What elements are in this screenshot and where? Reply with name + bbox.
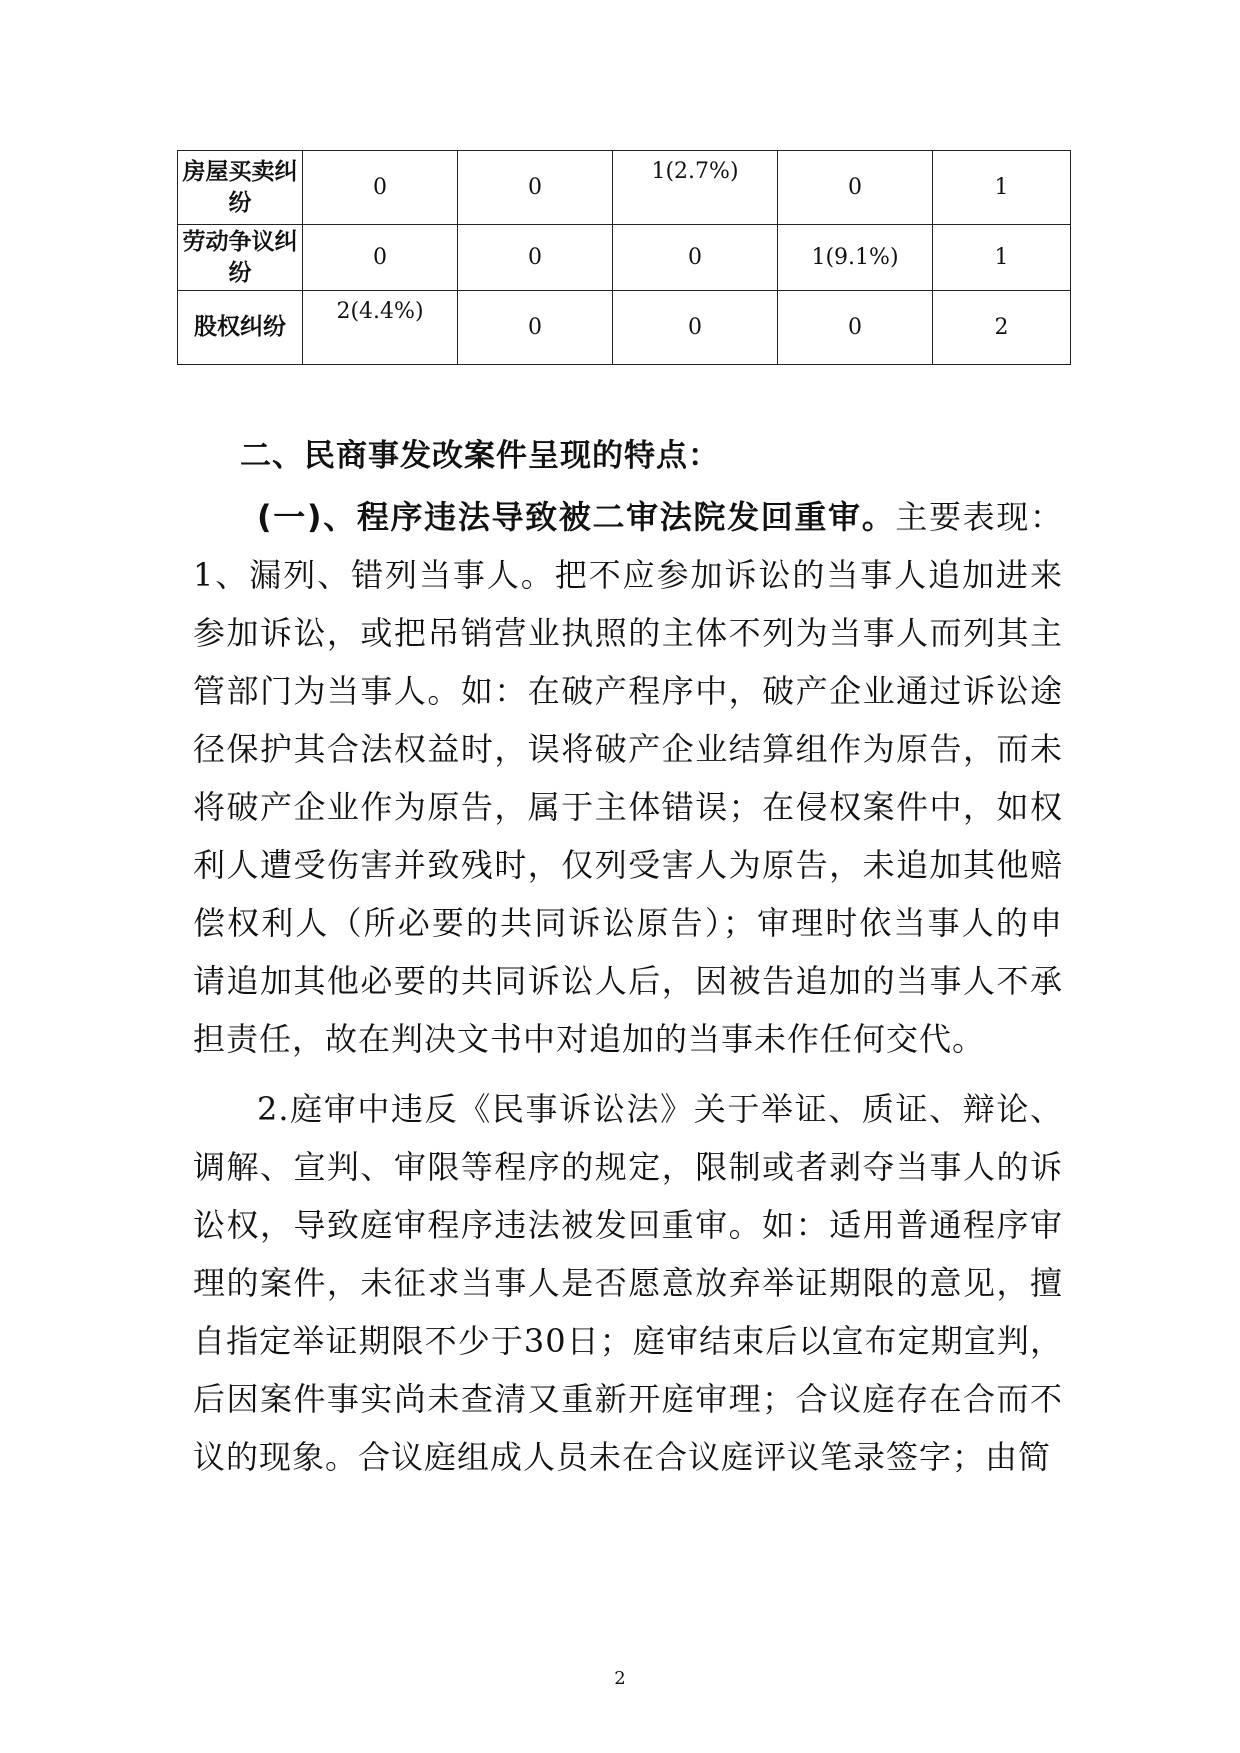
table-row (178, 291, 1071, 365)
table-cell: 0 (458, 291, 613, 365)
paragraph-lead: (一)、程序违法导致被二审法院发回重审。 (257, 498, 896, 536)
paragraph-body: 主要表现：1、漏列、错列当事人。把不应参加诉讼的当事人追加进来参加诉讼，或把吊销营业执照的主体不列为当事人而列其主管部门为当事人。如：在破产程序中，破产企业通过诉讼途径保护其合法权益时，误将破产企业结算组作为原告，而未将破产企业作为原告，属于主体错误；在侵权案件中，如权利人遭受伤害并致残时，仅列受害人为原告，未追加其他赔偿权利人（所必要的共同诉讼原告）；审理时依当事人的申请追加其他必要的共同诉讼人后，因被告追加的当事人不承担责任，故在判决文书中对追加的当事未作任何交代。 (193, 498, 1063, 1058)
table-cell: 0 (778, 291, 933, 365)
table-cell: 1 (933, 151, 1071, 225)
table-cell: 2 (933, 291, 1071, 365)
statistics-table (177, 150, 1071, 365)
row-label: 股权纠纷 (178, 291, 303, 365)
table-cell: 0 (458, 151, 613, 225)
paragraph-2: 2.庭审中违反《民事诉讼法》关于举证、质证、辩论、调解、宣判、审限等程序的规定，限制或者剥夺当事人的诉讼权，导致庭审程序违法被发回重审。如：适用普通程序审理的案件，未征求当事人是否愿意放弃举证期限的意见，擅自指定举证期限不少于30日；庭审结束后以宣布定期宣判，后因案件事实尚未查清又重新开庭审理；合议庭存在合而不议的现象。合议庭组成人员未在合议庭评议笔录签字；由简 (193, 1090, 1063, 1476)
table-row (178, 225, 1071, 291)
table-cell: 0 (613, 291, 778, 365)
table-cell: 0 (613, 225, 778, 291)
table-cell: 2(4.4%) (303, 291, 458, 365)
page-number: 2 (614, 1668, 626, 1689)
table-cell: 0 (778, 151, 933, 225)
table-cell: 1(9.1%) (778, 225, 933, 291)
table-cell: 0 (303, 151, 458, 225)
row-label: 劳动争议纠纷 (178, 225, 303, 291)
table-cell: 0 (303, 225, 458, 291)
table-cell: 1 (933, 225, 1071, 291)
body-text (193, 488, 1063, 1486)
table-cell: 0 (458, 225, 613, 291)
table-row (178, 151, 1071, 225)
paragraph-1 (193, 488, 1063, 1068)
section-heading: 二、民商事发改案件呈现的特点： (240, 438, 720, 474)
row-label: 房屋买卖纠纷 (178, 151, 303, 225)
table-cell: 1(2.7%) (613, 151, 778, 225)
